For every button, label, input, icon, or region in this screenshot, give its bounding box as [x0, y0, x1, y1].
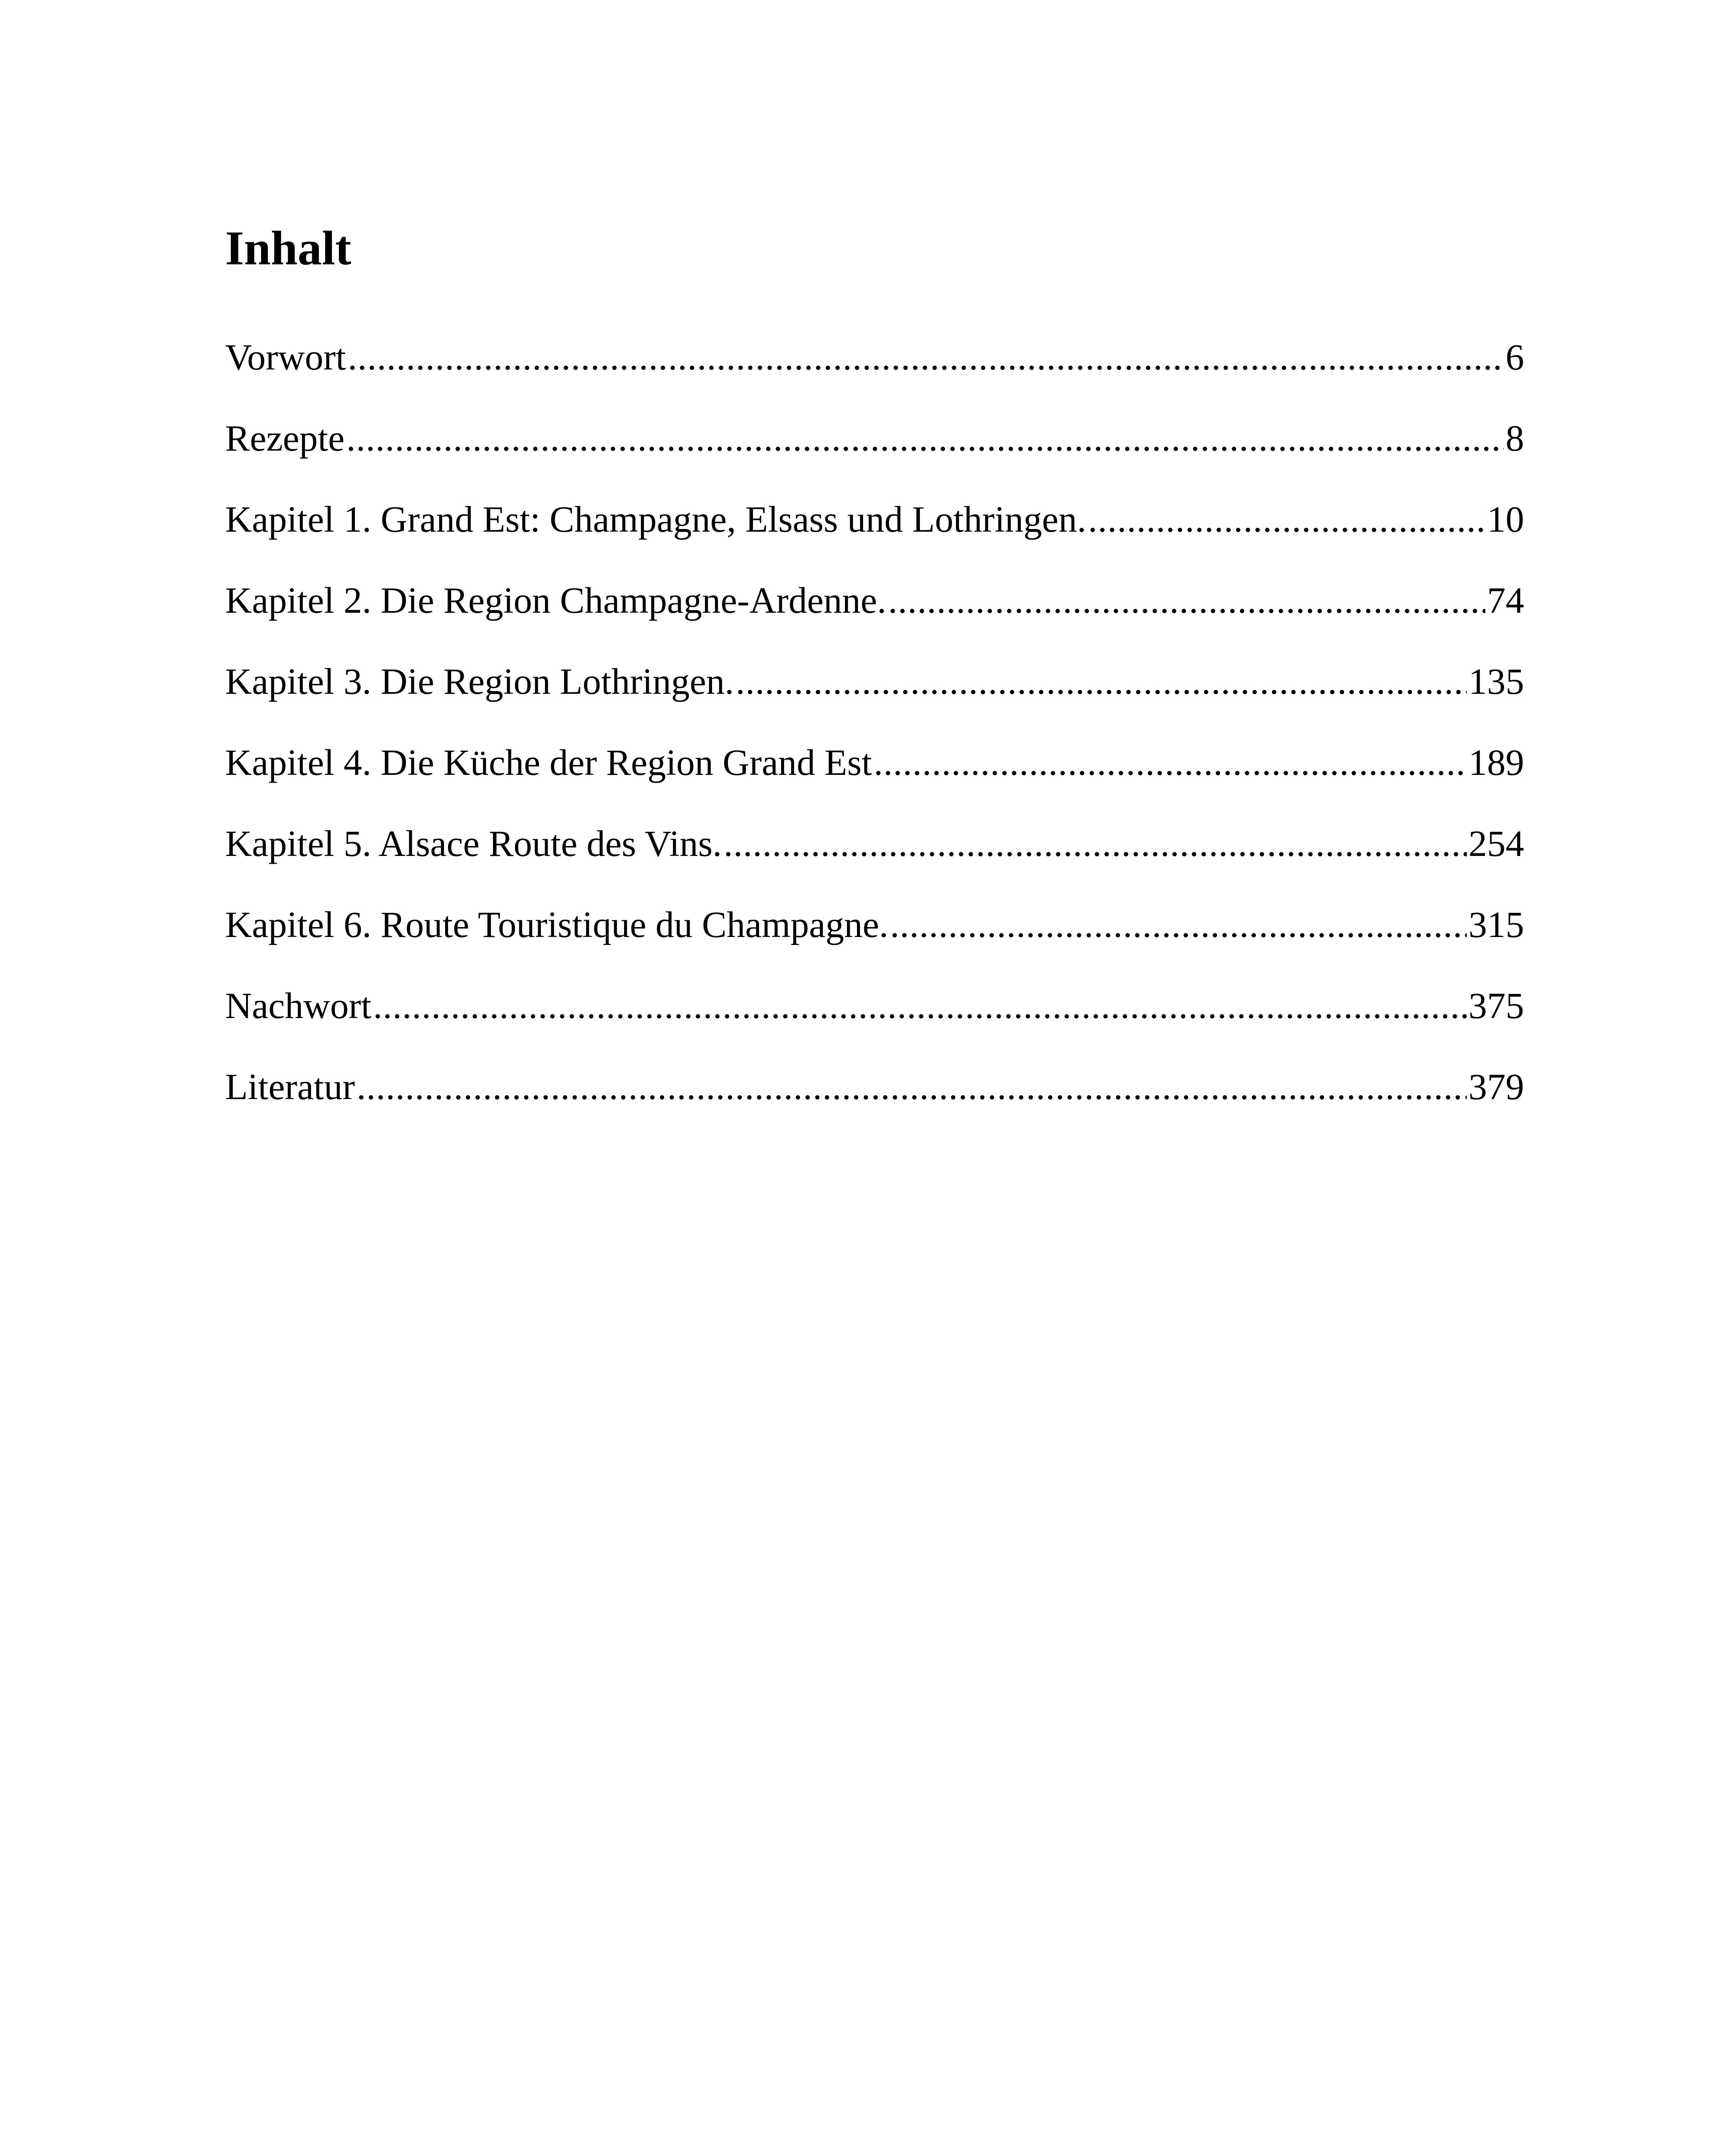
toc-entry-label: Kapitel 6. Route Touristique du Champagne.	[225, 904, 888, 945]
toc-entry-label: Nachwort	[225, 985, 372, 1026]
toc-dot-leader	[724, 825, 1467, 862]
toc-entry-kapitel-1	[225, 498, 1524, 582]
toc-entry-page-number: 189	[1468, 742, 1524, 783]
toc-entry-page-number: 379	[1468, 1066, 1524, 1107]
toc-entry-kapitel-5	[225, 825, 1524, 906]
toc-dot-leader	[373, 987, 1467, 1024]
toc-entry-page-number: 254	[1468, 823, 1524, 864]
toc-dot-leader	[346, 420, 1504, 457]
toc-entry-label: Kapitel 2. Die Region Champagne-Ardenne.	[225, 580, 887, 621]
toc-entry-label: Literatur	[225, 1066, 355, 1107]
toc-entry-page-number: 8	[1506, 417, 1524, 459]
toc-dot-leader	[890, 906, 1467, 943]
toc-dot-leader	[736, 663, 1467, 700]
toc-entry-page-number: 10	[1487, 498, 1524, 540]
toc-dot-leader	[348, 338, 1504, 376]
toc-entry-kapitel-6	[225, 906, 1524, 987]
toc-dot-leader	[874, 744, 1467, 781]
toc-entry-nachwort	[225, 987, 1524, 1068]
toc-entry-page-number: 315	[1468, 904, 1524, 945]
toc-entry-label: Kapitel 3. Die Region Lothringen.	[225, 661, 734, 702]
table-of-contents	[225, 338, 1524, 1149]
toc-entry-label: Kapitel 4. Die Küche der Region Grand Est	[225, 742, 872, 783]
toc-entry-label: Vorwort	[225, 336, 346, 378]
toc-entry-rezepte	[225, 417, 1524, 501]
toc-entry-label: Kapitel 1. Grand Est: Champagne, Elsass und Lothringen.	[225, 498, 1086, 540]
toc-entry-page-number: 74	[1487, 580, 1524, 621]
toc-entry-page-number: 375	[1468, 985, 1524, 1026]
toc-entry-kapitel-3	[225, 663, 1524, 744]
toc-entry-label: Rezepte	[225, 417, 345, 459]
toc-entry-vorwort	[225, 338, 1524, 420]
toc-entry-page-number: 6	[1506, 336, 1524, 378]
toc-entry-kapitel-2	[225, 582, 1524, 663]
toc-entry-label: Kapitel 5. Alsace Route des Vins.	[225, 823, 722, 864]
toc-dot-leader	[357, 1068, 1467, 1105]
toc-entry-kapitel-4	[225, 744, 1524, 825]
toc-entry-page-number: 135	[1468, 661, 1524, 702]
toc-dot-leader	[888, 582, 1485, 619]
toc-entry-literatur	[225, 1068, 1524, 1149]
page-title: Inhalt	[225, 222, 351, 275]
toc-dot-leader	[1088, 501, 1485, 538]
